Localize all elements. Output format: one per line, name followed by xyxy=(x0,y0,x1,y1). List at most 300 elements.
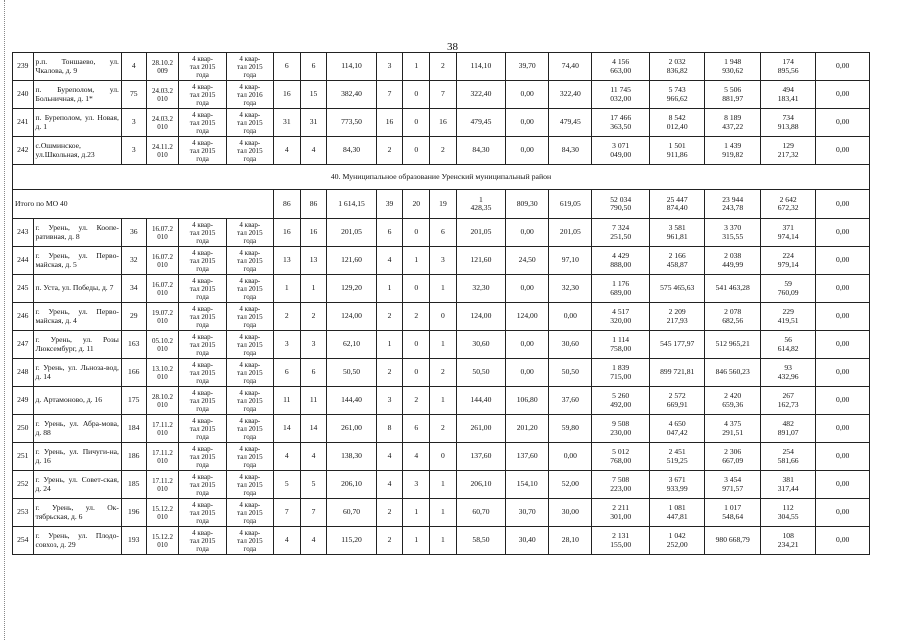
address-cell: г. Урень, ул. Плодо-совхоз, д. 29 xyxy=(33,527,121,555)
date-cell: 17.11.2 010 xyxy=(146,443,179,471)
area-municipal-cell: 0,00 xyxy=(549,443,592,471)
table-row xyxy=(13,137,870,165)
cost-local-cell: 174 895,56 xyxy=(760,53,815,81)
residents-resettled-cell: 1 xyxy=(300,275,327,303)
cost-extra-cell: 0,00 xyxy=(816,415,870,443)
cost-total-cell: 4 156 663,00 xyxy=(592,53,650,81)
flats-total-cell: 4 xyxy=(376,443,403,471)
table-row xyxy=(13,81,870,109)
area-resettle-cell: 261,00 xyxy=(456,415,505,443)
area-private-cell: 154,10 xyxy=(506,471,549,499)
plan-end-cell: 4 квар- тал 2015 года xyxy=(226,359,273,387)
area-private-cell: 30,70 xyxy=(506,499,549,527)
plan-start-cell: 4 квар- тал 2015 года xyxy=(179,303,226,331)
residents-resettled-cell: 31 xyxy=(300,109,327,137)
cost-fund-cell: 1 501 911,86 xyxy=(649,137,704,165)
area-municipal-cell: 0,00 xyxy=(549,303,592,331)
flats-private-cell: 0 xyxy=(403,331,430,359)
plan-end-cell: 4 квар- тал 2015 года xyxy=(226,471,273,499)
area-cell: 201,05 xyxy=(327,219,376,247)
plan-start-cell: 4 квар- тал 2015 года xyxy=(179,109,226,137)
housing-program-table xyxy=(12,52,870,555)
cost-total-cell: 2 131 155,00 xyxy=(592,527,650,555)
flats-municipal-cell: 3 xyxy=(430,247,457,275)
table-row xyxy=(13,471,870,499)
residents-cell: 6 xyxy=(273,53,300,81)
residents-cell: 16 xyxy=(273,81,300,109)
flats-total-cell: 4 xyxy=(376,471,403,499)
area-municipal-cell: 201,05 xyxy=(549,219,592,247)
table-row xyxy=(13,359,870,387)
flats-municipal-cell: 1 xyxy=(430,387,457,415)
address-cell: с.Ошминское, ул.Школьная, д.23 xyxy=(33,137,121,165)
year-cell: 166 xyxy=(121,359,146,387)
area-resettle-cell: 32,30 xyxy=(456,275,505,303)
cost-local-cell: 482 891,07 xyxy=(760,415,815,443)
cost-total-cell: 1 114 758,00 xyxy=(592,331,650,359)
residents-resettled-cell: 14 xyxy=(300,415,327,443)
flats-municipal-cell: 0 xyxy=(430,443,457,471)
row-number-cell: 248 xyxy=(13,359,34,387)
cost-region-cell: 8 189 437,22 xyxy=(705,109,760,137)
flats-private-cell: 1 xyxy=(403,53,430,81)
area-resettle-cell: 58,50 xyxy=(456,527,505,555)
year-cell: 29 xyxy=(121,303,146,331)
cost-region-cell: 3 454 971,57 xyxy=(705,471,760,499)
cost-total-cell: 4 429 888,00 xyxy=(592,247,650,275)
area-cell: 84,30 xyxy=(327,137,376,165)
year-cell: 4 xyxy=(121,53,146,81)
residents-resettled-cell: 11 xyxy=(300,387,327,415)
plan-start-cell: 4 квар- тал 2015 года xyxy=(179,137,226,165)
row-number-cell: 247 xyxy=(13,331,34,359)
residents-cell: 5 xyxy=(273,471,300,499)
flats-municipal-cell: 2 xyxy=(430,53,457,81)
residents-resettled-cell: 13 xyxy=(300,247,327,275)
flats-private-cell: 1 xyxy=(403,247,430,275)
plan-end-cell: 4 квар- тал 2015 года xyxy=(226,443,273,471)
row-number-cell: 245 xyxy=(13,275,34,303)
flats-municipal-cell: 2 xyxy=(430,137,457,165)
plan-start-cell: 4 квар- тал 2015 года xyxy=(179,527,226,555)
flats-municipal-cell: 1 xyxy=(430,499,457,527)
cost-local-cell: 59 760,09 xyxy=(760,275,815,303)
area-resettle-cell: 30,60 xyxy=(456,331,505,359)
residents-cell: 4 xyxy=(273,137,300,165)
plan-start-cell: 4 квар- тал 2015 года xyxy=(179,443,226,471)
cost-region-cell: 3 370 315,55 xyxy=(705,219,760,247)
area-resettle-cell: 121,60 xyxy=(456,247,505,275)
row-number-cell: 254 xyxy=(13,527,34,555)
date-cell: 16.07.2 010 xyxy=(146,219,179,247)
top-rows-group xyxy=(13,53,870,165)
row-number-cell: 239 xyxy=(13,53,34,81)
cost-fund-cell: 2 032 836,82 xyxy=(649,53,704,81)
date-cell: 17.11.2 010 xyxy=(146,415,179,443)
plan-end-cell: 4 квар- тал 2015 года xyxy=(226,303,273,331)
area-resettle-cell: 322,40 xyxy=(456,81,505,109)
plan-start-cell: 4 квар- тал 2015 года xyxy=(179,331,226,359)
cost-extra-cell: 0,00 xyxy=(816,387,870,415)
plan-start-cell: 4 квар- тал 2015 года xyxy=(179,275,226,303)
total-cell: 86 xyxy=(273,190,300,219)
flats-municipal-cell: 0 xyxy=(430,303,457,331)
cost-total-cell: 3 071 049,00 xyxy=(592,137,650,165)
year-cell: 193 xyxy=(121,527,146,555)
plan-end-cell: 4 квар- тал 2015 года xyxy=(226,499,273,527)
cost-local-cell: 93 432,96 xyxy=(760,359,815,387)
cost-total-cell: 9 508 230,00 xyxy=(592,415,650,443)
row-number-cell: 250 xyxy=(13,415,34,443)
plan-start-cell: 4 квар- тал 2015 года xyxy=(179,53,226,81)
cost-local-cell: 229 419,51 xyxy=(760,303,815,331)
total-cell: 809,30 xyxy=(506,190,549,219)
area-municipal-cell: 59,80 xyxy=(549,415,592,443)
residents-resettled-cell: 6 xyxy=(300,359,327,387)
area-private-cell: 0,00 xyxy=(506,81,549,109)
area-cell: 144,40 xyxy=(327,387,376,415)
flats-municipal-cell: 1 xyxy=(430,471,457,499)
flats-total-cell: 6 xyxy=(376,219,403,247)
flats-total-cell: 2 xyxy=(376,303,403,331)
total-cell: 86 xyxy=(300,190,327,219)
residents-cell: 2 xyxy=(273,303,300,331)
cost-extra-cell: 0,00 xyxy=(816,443,870,471)
area-private-cell: 39,70 xyxy=(506,53,549,81)
area-cell: 382,40 xyxy=(327,81,376,109)
residents-resettled-cell: 4 xyxy=(300,443,327,471)
flats-private-cell: 0 xyxy=(403,219,430,247)
plan-end-cell: 4 квар- тал 2015 года xyxy=(226,53,273,81)
total-cell: 25 447 874,40 xyxy=(649,190,704,219)
area-resettle-cell: 206,10 xyxy=(456,471,505,499)
cost-fund-cell: 2 209 217,93 xyxy=(649,303,704,331)
cost-region-cell: 2 078 682,56 xyxy=(705,303,760,331)
date-cell: 28.10.2 009 xyxy=(146,53,179,81)
year-cell: 175 xyxy=(121,387,146,415)
bottom-rows-group xyxy=(13,219,870,555)
flats-municipal-cell: 7 xyxy=(430,81,457,109)
cost-total-cell: 7 324 251,50 xyxy=(592,219,650,247)
plan-start-cell: 4 квар- тал 2015 года xyxy=(179,387,226,415)
area-resettle-cell: 114,10 xyxy=(456,53,505,81)
cost-local-cell: 108 234,21 xyxy=(760,527,815,555)
table-row xyxy=(13,443,870,471)
plan-start-cell: 4 квар- тал 2015 года xyxy=(179,219,226,247)
plan-start-cell: 4 квар- тал 2015 года xyxy=(179,471,226,499)
flats-total-cell: 1 xyxy=(376,331,403,359)
address-cell: г. Урень, ул. Ок-тябрьская, д. 6 xyxy=(33,499,121,527)
residents-resettled-cell: 7 xyxy=(300,499,327,527)
cost-region-cell: 4 375 291,51 xyxy=(705,415,760,443)
table-row xyxy=(13,415,870,443)
area-municipal-cell: 32,30 xyxy=(549,275,592,303)
year-cell: 185 xyxy=(121,471,146,499)
cost-fund-cell: 4 650 047,42 xyxy=(649,415,704,443)
plan-end-cell: 4 квар- тал 2015 года xyxy=(226,387,273,415)
total-cell: 52 034 790,50 xyxy=(592,190,650,219)
residents-cell: 14 xyxy=(273,415,300,443)
area-municipal-cell: 30,00 xyxy=(549,499,592,527)
area-municipal-cell: 28,10 xyxy=(549,527,592,555)
flats-municipal-cell: 1 xyxy=(430,331,457,359)
row-number-cell: 244 xyxy=(13,247,34,275)
address-cell: г. Урень, ул. Пичуги-на, д. 16 xyxy=(33,443,121,471)
plan-end-cell: 4 квар- тал 2015 года xyxy=(226,247,273,275)
cost-total-cell: 1 839 715,00 xyxy=(592,359,650,387)
table-row xyxy=(13,247,870,275)
area-private-cell: 24,50 xyxy=(506,247,549,275)
flats-total-cell: 2 xyxy=(376,359,403,387)
cost-extra-cell: 0,00 xyxy=(816,359,870,387)
plan-start-cell: 4 квар- тал 2015 года xyxy=(179,247,226,275)
address-cell: г. Урень, ул. Розы Люксембург, д. 11 xyxy=(33,331,121,359)
table-row xyxy=(13,331,870,359)
area-cell: 129,20 xyxy=(327,275,376,303)
section-group xyxy=(13,165,870,219)
date-cell: 16.07.2 010 xyxy=(146,247,179,275)
total-cell: 0,00 xyxy=(816,190,870,219)
flats-total-cell: 16 xyxy=(376,109,403,137)
area-cell: 206,10 xyxy=(327,471,376,499)
residents-cell: 13 xyxy=(273,247,300,275)
area-municipal-cell: 30,60 xyxy=(549,331,592,359)
total-cell: 1 614,15 xyxy=(327,190,376,219)
flats-total-cell: 2 xyxy=(376,137,403,165)
area-private-cell: 0,00 xyxy=(506,109,549,137)
area-private-cell: 0,00 xyxy=(506,137,549,165)
area-cell: 114,10 xyxy=(327,53,376,81)
flats-private-cell: 1 xyxy=(403,527,430,555)
cost-fund-cell: 575 465,63 xyxy=(649,275,704,303)
plan-end-cell: 4 квар- тал 2015 года xyxy=(226,137,273,165)
page-number: 38 xyxy=(447,41,458,53)
flats-total-cell: 3 xyxy=(376,387,403,415)
area-resettle-cell: 144,40 xyxy=(456,387,505,415)
date-cell: 19.07.2 010 xyxy=(146,303,179,331)
cost-fund-cell: 5 743 966,62 xyxy=(649,81,704,109)
date-cell: 17.11.2 010 xyxy=(146,471,179,499)
plan-end-cell: 4 квар- тал 2015 года xyxy=(226,527,273,555)
residents-cell: 1 xyxy=(273,275,300,303)
residents-cell: 11 xyxy=(273,387,300,415)
row-number-cell: 242 xyxy=(13,137,34,165)
flats-private-cell: 0 xyxy=(403,137,430,165)
cost-fund-cell: 8 542 012,40 xyxy=(649,109,704,137)
cost-region-cell: 2 306 667,09 xyxy=(705,443,760,471)
cost-extra-cell: 0,00 xyxy=(816,219,870,247)
plan-start-cell: 4 квар- тал 2015 года xyxy=(179,359,226,387)
year-cell: 163 xyxy=(121,331,146,359)
cost-fund-cell: 1 042 252,00 xyxy=(649,527,704,555)
cost-extra-cell: 0,00 xyxy=(816,331,870,359)
year-cell: 36 xyxy=(121,219,146,247)
flats-total-cell: 4 xyxy=(376,247,403,275)
cost-fund-cell: 3 671 933,99 xyxy=(649,471,704,499)
residents-cell: 3 xyxy=(273,331,300,359)
plan-end-cell: 4 квар- тал 2016 года xyxy=(226,81,273,109)
area-resettle-cell: 137,60 xyxy=(456,443,505,471)
cost-fund-cell: 3 581 961,81 xyxy=(649,219,704,247)
total-cell: 39 xyxy=(376,190,403,219)
plan-start-cell: 4 квар- тал 2015 года xyxy=(179,81,226,109)
cost-extra-cell: 0,00 xyxy=(816,527,870,555)
date-cell: 16.07.2 010 xyxy=(146,275,179,303)
area-private-cell: 201,20 xyxy=(506,415,549,443)
total-label: Итого по МО 40 xyxy=(13,190,274,219)
cost-local-cell: 254 581,66 xyxy=(760,443,815,471)
date-cell: 28.10.2 010 xyxy=(146,387,179,415)
cost-local-cell: 381 317,44 xyxy=(760,471,815,499)
area-municipal-cell: 50,50 xyxy=(549,359,592,387)
total-cell: 2 642 672,32 xyxy=(760,190,815,219)
cost-region-cell: 512 965,21 xyxy=(705,331,760,359)
area-cell: 261,00 xyxy=(327,415,376,443)
residents-resettled-cell: 16 xyxy=(300,219,327,247)
flats-private-cell: 0 xyxy=(403,109,430,137)
residents-cell: 4 xyxy=(273,527,300,555)
total-row xyxy=(13,190,870,219)
row-number-cell: 253 xyxy=(13,499,34,527)
flats-private-cell: 0 xyxy=(403,359,430,387)
cost-total-cell: 1 176 689,00 xyxy=(592,275,650,303)
area-resettle-cell: 201,05 xyxy=(456,219,505,247)
row-number-cell: 243 xyxy=(13,219,34,247)
flats-municipal-cell: 2 xyxy=(430,415,457,443)
flats-total-cell: 1 xyxy=(376,275,403,303)
date-cell: 15.12.2 010 xyxy=(146,499,179,527)
cost-local-cell: 112 304,55 xyxy=(760,499,815,527)
date-cell: 24.11.2 010 xyxy=(146,137,179,165)
table-row xyxy=(13,275,870,303)
row-number-cell: 249 xyxy=(13,387,34,415)
cost-region-cell: 2 420 659,36 xyxy=(705,387,760,415)
table-row xyxy=(13,387,870,415)
area-private-cell: 124,00 xyxy=(506,303,549,331)
row-number-cell: 252 xyxy=(13,471,34,499)
residents-resettled-cell: 3 xyxy=(300,331,327,359)
table-row xyxy=(13,527,870,555)
flats-private-cell: 3 xyxy=(403,471,430,499)
year-cell: 196 xyxy=(121,499,146,527)
cost-local-cell: 734 913,88 xyxy=(760,109,815,137)
cost-total-cell: 5 260 492,00 xyxy=(592,387,650,415)
cost-extra-cell: 0,00 xyxy=(816,137,870,165)
cost-fund-cell: 2 572 669,91 xyxy=(649,387,704,415)
year-cell: 75 xyxy=(121,81,146,109)
area-municipal-cell: 74,40 xyxy=(549,53,592,81)
cost-region-cell: 1 017 548,64 xyxy=(705,499,760,527)
cost-region-cell: 980 668,79 xyxy=(705,527,760,555)
table-row xyxy=(13,219,870,247)
cost-fund-cell: 2 166 458,87 xyxy=(649,247,704,275)
residents-cell: 16 xyxy=(273,219,300,247)
address-cell: г. Урень, ул. Льноза-вод, д. 14 xyxy=(33,359,121,387)
cost-region-cell: 1 948 930,62 xyxy=(705,53,760,81)
area-resettle-cell: 50,50 xyxy=(456,359,505,387)
area-resettle-cell: 479,45 xyxy=(456,109,505,137)
cost-extra-cell: 0,00 xyxy=(816,499,870,527)
residents-resettled-cell: 5 xyxy=(300,471,327,499)
table-row xyxy=(13,109,870,137)
total-cell: 23 944 243,78 xyxy=(705,190,760,219)
row-number-cell: 240 xyxy=(13,81,34,109)
address-cell: п. Буреполом, ул. Больничная, д. 1* xyxy=(33,81,121,109)
area-resettle-cell: 124,00 xyxy=(456,303,505,331)
plan-end-cell: 4 квар- тал 2015 года xyxy=(226,109,273,137)
address-cell: г. Урень, ул. Совет-ская, д. 24 xyxy=(33,471,121,499)
cost-fund-cell: 899 721,81 xyxy=(649,359,704,387)
flats-municipal-cell: 6 xyxy=(430,219,457,247)
row-number-cell: 251 xyxy=(13,443,34,471)
cost-extra-cell: 0,00 xyxy=(816,109,870,137)
cost-total-cell: 17 466 363,50 xyxy=(592,109,650,137)
cost-total-cell: 5 012 768,00 xyxy=(592,443,650,471)
cost-extra-cell: 0,00 xyxy=(816,53,870,81)
flats-private-cell: 2 xyxy=(403,303,430,331)
area-private-cell: 0,00 xyxy=(506,359,549,387)
plan-end-cell: 4 квар- тал 2015 года xyxy=(226,415,273,443)
cost-local-cell: 267 162,73 xyxy=(760,387,815,415)
flats-total-cell: 7 xyxy=(376,81,403,109)
cost-total-cell: 11 745 032,00 xyxy=(592,81,650,109)
cost-total-cell: 7 508 223,00 xyxy=(592,471,650,499)
residents-cell: 4 xyxy=(273,443,300,471)
residents-cell: 6 xyxy=(273,359,300,387)
flats-municipal-cell: 1 xyxy=(430,275,457,303)
flats-total-cell: 8 xyxy=(376,415,403,443)
date-cell: 05.10.2 010 xyxy=(146,331,179,359)
plan-end-cell: 4 квар- тал 2015 года xyxy=(226,219,273,247)
date-cell: 24.03.2 010 xyxy=(146,81,179,109)
residents-resettled-cell: 6 xyxy=(300,53,327,81)
area-private-cell: 30,40 xyxy=(506,527,549,555)
year-cell: 32 xyxy=(121,247,146,275)
address-cell: д. Артамоново, д. 16 xyxy=(33,387,121,415)
residents-cell: 7 xyxy=(273,499,300,527)
area-cell: 115,20 xyxy=(327,527,376,555)
cost-fund-cell: 1 081 447,81 xyxy=(649,499,704,527)
cost-region-cell: 1 439 919,82 xyxy=(705,137,760,165)
year-cell: 186 xyxy=(121,443,146,471)
section-header-row xyxy=(13,165,870,190)
cost-local-cell: 224 979,14 xyxy=(760,247,815,275)
flats-municipal-cell: 16 xyxy=(430,109,457,137)
area-resettle-cell: 60,70 xyxy=(456,499,505,527)
area-municipal-cell: 84,30 xyxy=(549,137,592,165)
cost-region-cell: 846 560,23 xyxy=(705,359,760,387)
cost-region-cell: 5 506 881,97 xyxy=(705,81,760,109)
area-cell: 50,50 xyxy=(327,359,376,387)
plan-start-cell: 4 квар- тал 2015 года xyxy=(179,499,226,527)
year-cell: 184 xyxy=(121,415,146,443)
area-municipal-cell: 52,00 xyxy=(549,471,592,499)
address-cell: п. Буреполом, ул. Новая, д. 1 xyxy=(33,109,121,137)
table-row xyxy=(13,53,870,81)
address-cell: г. Урень, ул. Перво-майская, д. 5 xyxy=(33,247,121,275)
residents-cell: 31 xyxy=(273,109,300,137)
address-cell: г. Урень, ул. Абра-мова, д. 88 xyxy=(33,415,121,443)
table-row xyxy=(13,499,870,527)
year-cell: 34 xyxy=(121,275,146,303)
flats-private-cell: 4 xyxy=(403,443,430,471)
area-municipal-cell: 479,45 xyxy=(549,109,592,137)
flats-total-cell: 3 xyxy=(376,53,403,81)
flats-total-cell: 2 xyxy=(376,527,403,555)
table-row xyxy=(13,303,870,331)
cost-region-cell: 541 463,28 xyxy=(705,275,760,303)
total-cell: 19 xyxy=(430,190,457,219)
